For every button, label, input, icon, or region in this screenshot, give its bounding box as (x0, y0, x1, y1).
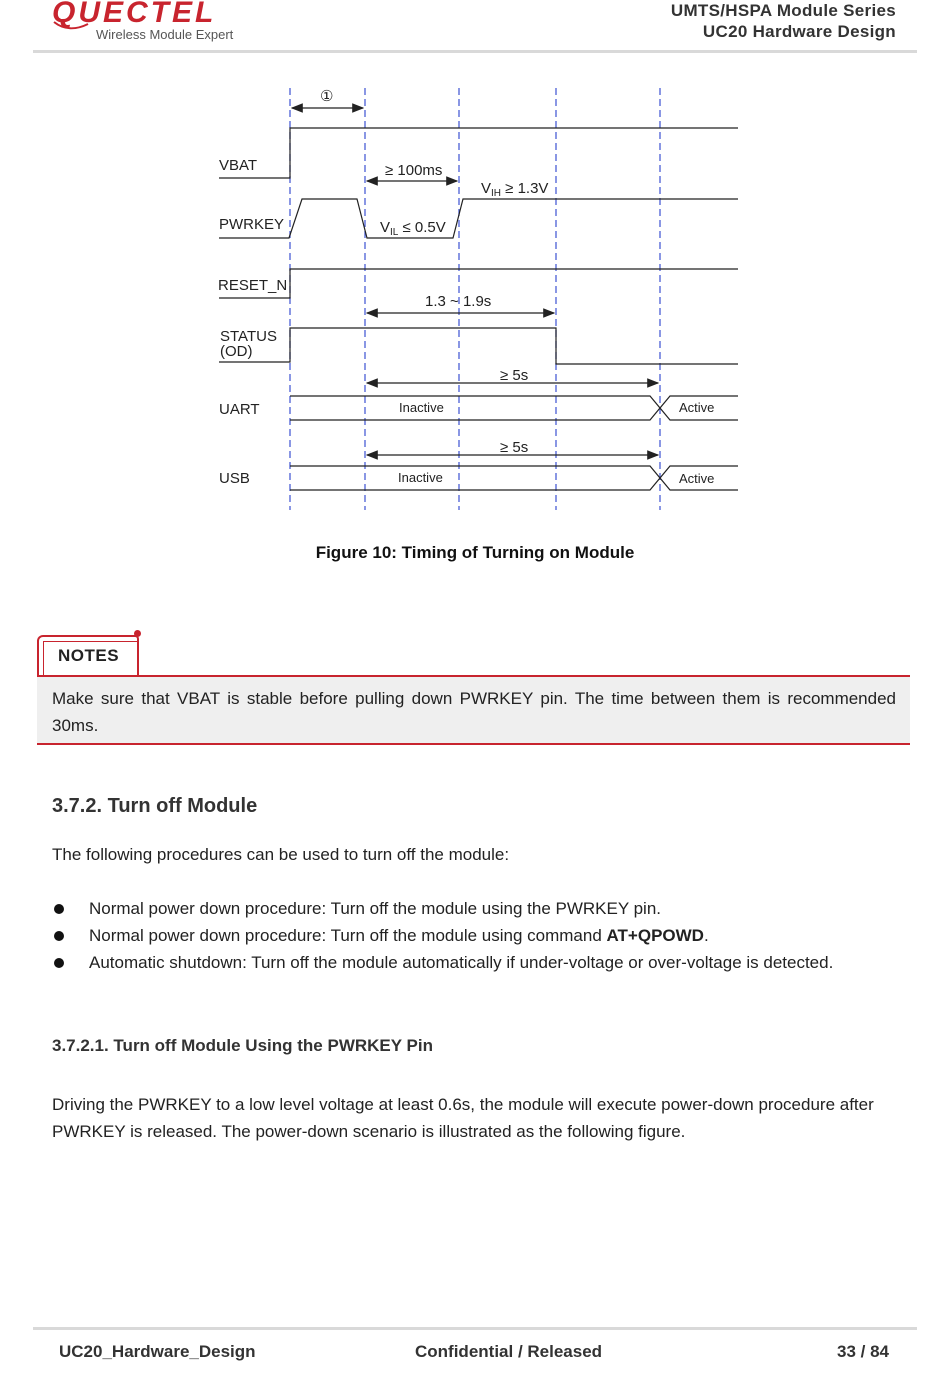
waveform-uart-low (290, 396, 738, 420)
waveform-usb-low (290, 466, 738, 490)
procedure-list (52, 895, 912, 976)
timing-diagram (200, 80, 760, 520)
footer-confidentiality: Confidential / Released (415, 1342, 603, 1361)
notes-text: Make sure that VBAT is stable before pulling down PWRKEY pin. The time between them is recommended 30ms. (52, 689, 896, 735)
marker-one: ① (320, 88, 334, 105)
section-intro: The following procedures can be used to turn off the module: (52, 845, 510, 864)
list-item: Normal power down procedure: Turn off the module using the PWRKEY pin. (52, 895, 912, 922)
header-titles (671, 0, 896, 42)
list-item: Normal power down procedure: Turn off the module using command AT+QPOWD. (52, 922, 912, 949)
subsection-heading: 3.7.2.1. Turn off Module Using the PWRKEY Pin (52, 1036, 433, 1055)
figure-caption: Figure 10: Timing of Turning on Module (315, 543, 635, 562)
list-item: Automatic shutdown: Turn off the module automatically if under-voltage or over-voltage is detected. (52, 949, 912, 976)
label-uart-active: Active (679, 400, 715, 415)
notes-title: NOTES (58, 646, 120, 665)
logo-tagline: Wireless Module Expert (96, 27, 234, 42)
label-usb-time: ≥ 5s (500, 439, 529, 456)
header-series: UMTS/HSPA Module Series (670, 1, 896, 20)
notes-tab-dot (134, 630, 141, 637)
waveform-usb-high (290, 466, 738, 490)
waveform-uart-high (290, 396, 738, 420)
section-heading: 3.7.2. Turn off Module (52, 795, 258, 817)
signal-label-uart: UART (219, 401, 260, 418)
label-usb-active: Active (679, 471, 715, 486)
page-number: 33 / 84 (837, 1342, 889, 1361)
signal-label-reset-n: RESET_N (218, 277, 288, 294)
logo-wordmark: QUECTEL (52, 0, 217, 29)
at-command: AT+QPOWD (606, 926, 704, 945)
header-divider (33, 50, 917, 53)
signal-label-vbat: VBAT (219, 157, 258, 174)
label-vil: $V_{IL} \le 0.5V$ (380, 219, 446, 238)
label-vih: $V_{IH} \ge 1.3V$ (481, 180, 549, 199)
signal-label-usb: USB (219, 470, 250, 487)
signal-label-pwrkey: PWRKEY (219, 216, 285, 233)
footer-doc-name: UC20_Hardware_Design (59, 1342, 256, 1361)
label-uart-time: ≥ 5s (500, 367, 529, 384)
bullet-icon (54, 931, 64, 941)
label-usb-inactive: Inactive (398, 470, 443, 485)
subsection-paragraph: Driving the PWRKEY to a low level voltage at least 0.6s, the module will execute power-down procedure after PWRKEY is released. The power-down scenario is illustrated as the following figure. (52, 1095, 874, 1141)
footer-divider (33, 1327, 917, 1330)
label-status-time: 1.3 ~ 1.9s (425, 293, 492, 310)
signal-label-status: STATUS (220, 328, 277, 345)
bullet-icon (54, 958, 64, 968)
bullet-icon (54, 904, 64, 914)
signal-label-status-od: (OD) (220, 343, 253, 360)
header-doc-title: UC20 Hardware Design (702, 22, 896, 41)
label-uart-inactive: Inactive (399, 400, 444, 415)
label-100ms: ≥ 100ms (385, 162, 443, 179)
